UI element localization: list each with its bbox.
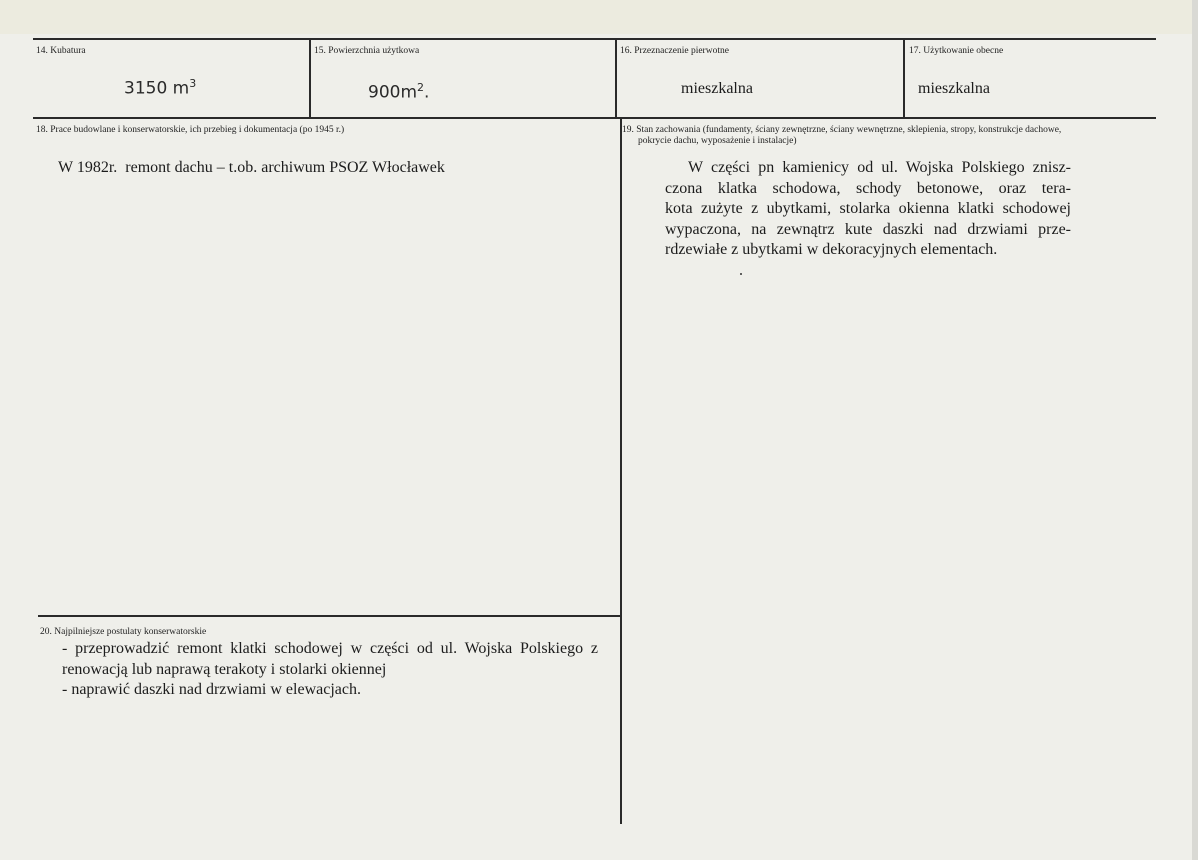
rule-f18-bottom [38,615,621,617]
rule-row1-bottom [33,117,1156,119]
card-right-edge [1192,0,1198,860]
divider-f14-f15 [309,39,311,118]
f16-label: 16. Przeznaczenie pierwotne [620,46,729,56]
divider-f15-f16 [615,39,617,118]
f19-line: rdzewiałe z ubytkami w dekoracyjnych elementach. [665,241,998,258]
divider-main-vertical [620,118,622,824]
f19-label-line2: pokrycie dachu, wyposażenie i instalacje) [638,136,797,146]
ink-speck [740,273,742,275]
f14-value [124,77,196,99]
f19-label-line1: 19. Stan zachowania (fundamenty, ściany zewnętrzne, ściany wewnętrzne, sklepienia, stropy, konstrukcje dachowe, [622,125,1062,135]
f19-line: kota zużyte z ubytkami, stolarka okienna klatki schodowej [665,200,1071,217]
f18-label: 18. Prace budowlane i konserwatorskie, ich przebieg i dokumentacja (po 1945 r.) [36,125,345,135]
f20-line: renowacją lub naprawą terakoty i stolarki okiennej [62,660,387,678]
f15-value-exponent: 2 [417,81,425,94]
card-top-band [0,0,1198,34]
f15-value-unit: m [400,82,418,103]
rule-top [33,38,1156,40]
f18-text: W 1982r. remont dachu – t.ob. archiwum PSOZ Włocławek [58,159,445,176]
f15-value [368,81,429,103]
f14-label: 14. Kubatura [36,46,86,56]
f19-line: W części pn kamienicy od ul. Wojska Polskiego znisz- [688,159,1071,176]
f17-label: 17. Użytkowanie obecne [909,46,1004,56]
f19-line: czona klatka schodowa, schody betonowe, oraz tera- [665,179,1071,197]
f15-value-tail: . [424,82,430,103]
f14-value-number: 3150 [124,78,168,99]
f15-value-number: 900 [368,82,401,103]
f20-line: - naprawić daszki nad drzwiami w elewacjach. [62,681,361,698]
f19-text [665,158,1071,261]
f15-label: 15. Powierzchnia użytkowa [314,46,420,56]
f20-text [62,639,598,701]
f20-label: 20. Najpilniejsze postulaty konserwatorskie [40,627,207,637]
f14-value-unit: m [172,78,190,99]
divider-f16-f17 [903,39,905,118]
f19-line: wypaczona, na zewnątrz kute daszki nad drzwiami prze- [665,220,1071,238]
f14-value-exponent: 3 [189,77,197,90]
f20-line: - przeprowadzić remont klatki schodowej w części od ul. Wojska Polskiego z [62,640,598,657]
f16-value: mieszkalna [681,80,753,97]
f17-value: mieszkalna [918,80,990,97]
